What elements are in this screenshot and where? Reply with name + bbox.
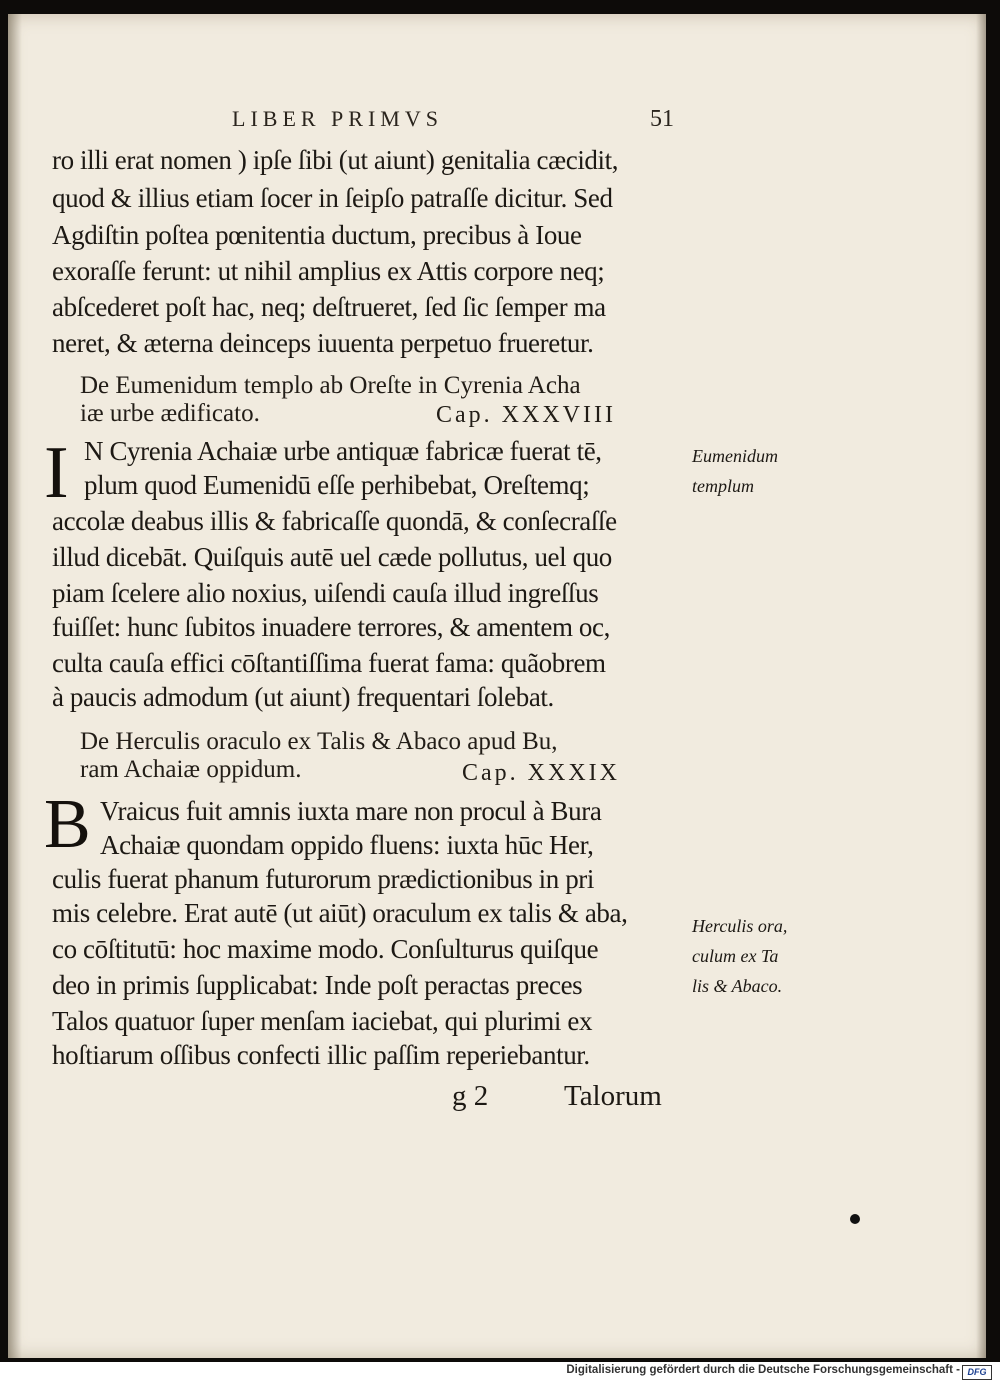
margin-note: Eumenidum — [692, 446, 778, 466]
text-line: culta cauſa effici cōſtantiſſima fuerat fama: quãobrem — [52, 648, 606, 678]
text-line: plum quod Eumenidū eſſe perhibebat, Oreſtemq; — [84, 470, 590, 500]
running-title: LIBER PRIMVS — [232, 106, 443, 131]
text-line: N Cyrenia Achaiæ urbe antiquæ fabricæ fuerat tē, — [84, 436, 602, 466]
margin-note: Herculis ora, — [692, 916, 788, 936]
chapter-number: Cap. XXXVIII — [436, 402, 616, 428]
dfg-logo: DFG — [962, 1365, 992, 1380]
text-line: co cōſtitutū: hoc maxime modo. Conſulturus quiſque — [52, 934, 599, 964]
page-number: 51 — [650, 106, 674, 132]
text-line: Talos quatuor ſuper menſam iaciebat, qui plurimi ex — [52, 1006, 593, 1036]
page-gutter-shadow — [8, 14, 22, 1358]
catchword: Talorum — [564, 1080, 662, 1112]
chapter-heading: De Herculis oraculo ex Talis & Abaco apud Bu, — [80, 728, 558, 755]
text-line: Vraicus fuit amnis iuxta mare non procul à Bura — [100, 796, 602, 826]
text-line: neret, & æterna deinceps iuuenta perpetuo frueretur. — [52, 328, 594, 358]
margin-note: culum ex Ta — [692, 946, 779, 966]
ink-speck — [850, 1214, 860, 1224]
chapter-heading: ram Achaiæ oppidum. — [80, 756, 302, 783]
footer-credit: Digitalisierung gefördert durch die Deutsche Forschungsgemeinschaft - — [566, 1364, 960, 1376]
text-line: culis fuerat phanum futurorum prædictionibus in pri — [52, 864, 594, 894]
signature-mark: g 2 — [452, 1080, 489, 1112]
page-edge-shadow — [976, 14, 986, 1358]
margin-note: templum — [692, 476, 754, 496]
text-line: exoraſſe ferunt: ut nihil amplius ex Attis corpore neq; — [52, 256, 605, 286]
drop-initial: B — [44, 786, 91, 863]
footer-bar — [0, 1362, 1000, 1382]
text-line: illud dicebāt. Quiſquis autē uel cæde pollutus, uel quo — [52, 542, 612, 572]
chapter-heading: De Eumenidum templo ab Oreſte in Cyrenia Acha — [80, 372, 581, 399]
text-line: fuiſſet: hunc ſubitos inuadere terrores, & amentem oc, — [52, 612, 610, 642]
chapter-number: Cap. XXXIX — [462, 760, 620, 786]
margin-note: lis & Abaco. — [692, 976, 783, 996]
text-line: hoſtiarum oſſibus confecti illic paſſim reperiebantur. — [52, 1040, 590, 1070]
text-line: deo in primis ſupplicabat: Inde poſt peractas preces — [52, 970, 583, 1000]
text-line: mis celebre. Erat autē (ut aiūt) oraculum ex talis & aba, — [52, 898, 628, 928]
text-line: abſcederet poſt hac, neq; deſtrueret, ſed ſic ſemper ma — [52, 292, 606, 322]
text-line: Achaiæ quondam oppido fluens: iuxta hūc Her, — [100, 830, 594, 860]
text-line: accolæ deabus illis & fabricaſſe quondā, & conſecraſſe — [52, 506, 617, 536]
text-line: quod & illius etiam ſocer in ſeipſo patraſſe dicitur. Sed — [52, 183, 613, 213]
chapter-heading: iæ urbe ædificato. — [80, 400, 260, 427]
text-line: Agdiſtin poſtea pœnitentia ductum, precibus à Ioue — [52, 220, 582, 250]
text-line: à paucis admodum (ut aiunt) frequentari ſolebat. — [52, 682, 554, 712]
drop-initial: I — [44, 432, 69, 514]
text-line: ro illi erat nomen ) ipſe ſibi (ut aiunt) genitalia cæcidit, — [52, 145, 619, 175]
text-line: piam ſcelere alio noxius, uiſendi cauſa illud ingreſſus — [52, 578, 599, 608]
